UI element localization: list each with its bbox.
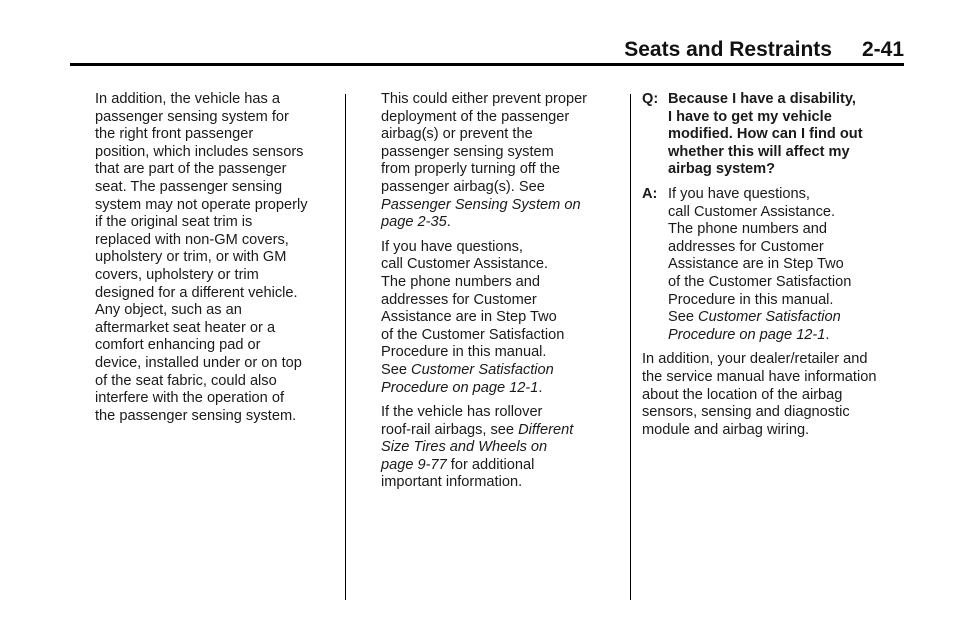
cross-reference-link[interactable]: page 9-77: [381, 456, 447, 473]
text-line: See: [381, 361, 412, 378]
text-line: If you have questions,: [668, 185, 810, 202]
cross-reference-link[interactable]: Procedure on page 12-1: [381, 379, 539, 396]
text-line: passenger sensing system for: [95, 108, 289, 125]
text-line: covers, upholstery or trim: [95, 266, 259, 283]
text-line: about the location of the airbag: [642, 386, 843, 403]
question-text: [668, 91, 907, 179]
text-line: aftermarket seat heater or a: [95, 319, 276, 336]
text-line: airbag(s) or prevent the: [381, 126, 533, 143]
col3-paragraph: [642, 351, 907, 439]
text-line: Assistance are in Step Two: [381, 309, 557, 326]
text-line: addresses for Customer: [668, 238, 824, 255]
punctuation: .: [538, 379, 543, 396]
text-line: deployment of the passenger: [381, 108, 570, 125]
cross-reference-link[interactable]: page 2-35: [381, 214, 447, 231]
text-line: Because I have a disability,: [668, 91, 856, 107]
cross-reference-link[interactable]: Customer Satisfaction: [411, 361, 554, 378]
text-line: that are part of the passenger: [95, 161, 287, 178]
page-number: 2-41: [861, 38, 904, 61]
text-line: passenger sensing system: [381, 143, 554, 160]
text-line: I have to get my vehicle: [668, 108, 832, 125]
text-line: This could either prevent proper: [381, 91, 588, 107]
text-line: interfere with the operation of: [95, 390, 285, 407]
text-line: passenger airbag(s). See: [381, 178, 545, 195]
header-rule: [70, 63, 904, 66]
answer-block: [642, 186, 907, 344]
text-line: Any object, such as an: [95, 302, 242, 319]
text-line: module and airbag wiring.: [642, 421, 810, 438]
col2-paragraph-3: [381, 404, 615, 492]
text-line: the passenger sensing system.: [95, 407, 297, 424]
col2-paragraph-1: [381, 91, 615, 232]
text-line: seat. The passenger sensing: [95, 178, 283, 195]
text-line: for additional: [446, 456, 535, 473]
punctuation: .: [446, 214, 451, 231]
text-line: comfort enhancing pad or: [95, 337, 261, 354]
text-line: roof-rail airbags, see: [381, 421, 519, 438]
answer-text: [668, 186, 907, 344]
text-line: the right front passenger: [95, 126, 254, 143]
text-line: sensors, sensing and diagnostic: [642, 404, 850, 421]
text-line: Assistance are in Step Two: [668, 256, 844, 273]
text-line: call Customer Assistance.: [668, 203, 836, 220]
column-3: [642, 91, 907, 446]
cross-reference-link[interactable]: Customer Satisfaction: [698, 309, 841, 326]
text-line: modified. How can I find out: [668, 126, 863, 143]
column-divider-2: [630, 94, 631, 600]
text-line: The phone numbers and: [381, 273, 541, 290]
column-1: [95, 91, 335, 432]
column-divider-1: [345, 94, 346, 600]
text-line: Procedure in this manual.: [381, 344, 547, 361]
text-line: Procedure in this manual.: [668, 291, 834, 308]
text-line: airbag system?: [668, 161, 776, 178]
cross-reference-link[interactable]: Different: [518, 421, 574, 438]
text-line: If you have questions,: [381, 238, 523, 255]
text-line: designed for a different vehicle.: [95, 284, 298, 301]
text-line: upholstery or trim, or with GM: [95, 249, 287, 266]
text-line: of the Customer Satisfaction: [381, 326, 565, 343]
text-line: See: [668, 309, 699, 326]
question-label: Q:: [642, 91, 659, 107]
text-line: if the original seat trim is: [95, 214, 253, 231]
page-header: [70, 36, 904, 64]
column-2: [381, 91, 615, 499]
text-line: call Customer Assistance.: [381, 256, 549, 273]
text-line: In addition, your dealer/retailer and: [642, 351, 868, 368]
text-line: system may not operate properly: [95, 196, 308, 213]
text-line: In addition, the vehicle has a: [95, 91, 280, 107]
answer-label: A:: [642, 185, 658, 202]
text-line: device, installed under or on top: [95, 354, 302, 371]
cross-reference-link[interactable]: Passenger Sensing System on: [381, 196, 581, 213]
text-line: position, which includes sensors: [95, 143, 304, 160]
text-line: of the Customer Satisfaction: [668, 273, 852, 290]
punctuation: .: [825, 326, 830, 343]
question-block: [642, 91, 907, 179]
text-line: from properly turning off the: [381, 161, 561, 178]
col1-paragraph: [95, 91, 335, 425]
text-line: replaced with non-GM covers,: [95, 231, 289, 248]
col2-paragraph-2: [381, 239, 615, 397]
section-title: Seats and Restraints: [624, 38, 832, 61]
text-line: The phone numbers and: [668, 221, 828, 238]
text-line: the service manual have information: [642, 368, 877, 385]
cross-reference-link[interactable]: Procedure on page 12-1: [668, 326, 826, 343]
text-line: whether this will affect my: [668, 143, 850, 160]
cross-reference-link[interactable]: Size Tires and Wheels on: [381, 439, 548, 456]
text-line: of the seat fabric, could also: [95, 372, 277, 389]
text-line: If the vehicle has rollover: [381, 404, 543, 421]
text-line: addresses for Customer: [381, 291, 537, 308]
text-line: important information.: [381, 474, 523, 491]
